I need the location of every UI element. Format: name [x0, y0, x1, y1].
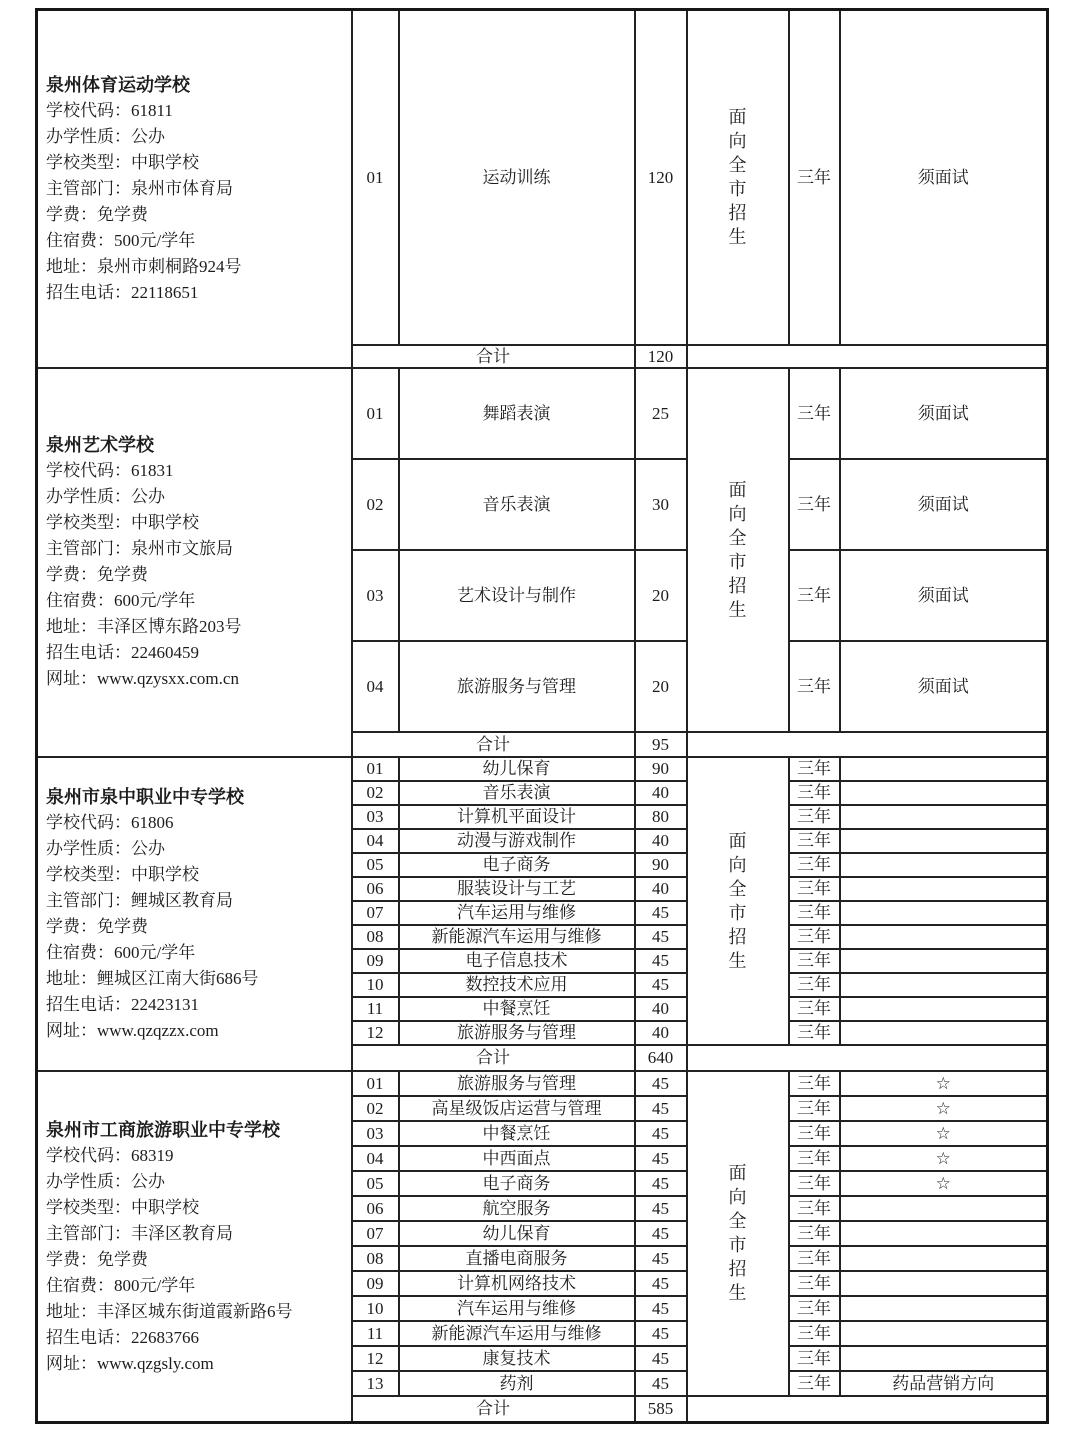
program-name: 数控技术应用 [399, 973, 635, 997]
total-empty-cell [687, 1396, 1048, 1423]
school-detail-line: 网址：www.qzysxx.com.cn [46, 669, 239, 689]
program-quota: 40 [635, 997, 687, 1021]
program-quota: 120 [635, 10, 687, 345]
program-number: 03 [352, 1121, 399, 1146]
program-quota: 45 [635, 1096, 687, 1121]
school-info-cell [37, 757, 352, 1071]
program-duration: 三年 [789, 368, 840, 459]
program-duration: 三年 [789, 1321, 840, 1346]
enrollment-scope-cell [687, 368, 789, 732]
program-remark [840, 1221, 1048, 1246]
school-detail-line: 主管部门：丰泽区教育局 [46, 1223, 233, 1243]
program-remark: ☆ [840, 1096, 1048, 1121]
total-empty-cell [687, 345, 1048, 368]
program-remark: 须面试 [840, 10, 1048, 345]
program-remark: ☆ [840, 1121, 1048, 1146]
program-duration: 三年 [789, 1271, 840, 1296]
program-quota: 90 [635, 757, 687, 781]
program-quota: 30 [635, 459, 687, 550]
school-name: 泉州艺术学校 [46, 435, 154, 456]
program-duration: 三年 [789, 1096, 840, 1121]
enrollment-scope-text: 面 向 全 市 招 生 [728, 830, 747, 971]
program-row [37, 10, 1048, 345]
program-number: 01 [352, 368, 399, 459]
enrollment-scope-cell [687, 1071, 789, 1396]
program-quota: 40 [635, 829, 687, 853]
program-name: 计算机平面设计 [399, 805, 635, 829]
program-number: 01 [352, 1071, 399, 1096]
program-row [37, 1071, 1048, 1096]
school-detail-line: 办学性质：公办 [46, 1171, 165, 1191]
program-duration: 三年 [789, 949, 840, 973]
program-remark [840, 997, 1048, 1021]
school-detail-line: 招生电话：22460459 [46, 643, 199, 663]
program-remark: 须面试 [840, 550, 1048, 641]
total-empty-cell [687, 1045, 1048, 1071]
program-number: 06 [352, 877, 399, 901]
school-detail-line: 学校类型：中职学校 [46, 513, 199, 533]
program-remark [840, 1321, 1048, 1346]
school-info [46, 1117, 345, 1377]
program-name: 动漫与游戏制作 [399, 829, 635, 853]
school-detail-line: 地址：泉州市刺桐路924号 [46, 256, 242, 276]
program-duration: 三年 [789, 757, 840, 781]
program-number: 08 [352, 1246, 399, 1271]
school-info-cell [37, 10, 352, 368]
school-detail-line: 主管部门：泉州市文旅局 [46, 539, 233, 559]
program-duration: 三年 [789, 1296, 840, 1321]
program-remark: 须面试 [840, 641, 1048, 732]
school-info-cell [37, 368, 352, 757]
program-quota: 45 [635, 1071, 687, 1096]
program-quota: 45 [635, 1221, 687, 1246]
program-quota: 45 [635, 973, 687, 997]
program-name: 音乐表演 [399, 459, 635, 550]
program-remark [840, 1196, 1048, 1221]
program-quota: 45 [635, 1196, 687, 1221]
program-duration: 三年 [789, 459, 840, 550]
program-name: 电子商务 [399, 853, 635, 877]
program-quota: 40 [635, 877, 687, 901]
program-remark [840, 829, 1048, 853]
program-duration: 三年 [789, 901, 840, 925]
school-detail-line: 学费：免学费 [46, 916, 148, 936]
program-quota: 45 [635, 1146, 687, 1171]
program-quota: 80 [635, 805, 687, 829]
program-duration: 三年 [789, 1171, 840, 1196]
program-number: 04 [352, 641, 399, 732]
program-number: 03 [352, 805, 399, 829]
program-name: 药剂 [399, 1371, 635, 1396]
program-quota: 40 [635, 781, 687, 805]
program-duration: 三年 [789, 1246, 840, 1271]
program-number: 07 [352, 1221, 399, 1246]
program-quota: 90 [635, 853, 687, 877]
program-duration: 三年 [789, 877, 840, 901]
program-duration: 三年 [789, 853, 840, 877]
program-name: 中餐烹饪 [399, 1121, 635, 1146]
school-detail-line: 地址：丰泽区城东街道霞新路6号 [46, 1301, 293, 1321]
program-duration: 三年 [789, 1196, 840, 1221]
program-name: 电子商务 [399, 1171, 635, 1196]
school-detail-line: 学校代码：61831 [46, 461, 174, 481]
program-duration: 三年 [789, 1146, 840, 1171]
school-detail-line: 主管部门：鲤城区教育局 [46, 890, 233, 910]
school-detail-line: 学校类型：中职学校 [46, 1197, 199, 1217]
program-number: 02 [352, 1096, 399, 1121]
total-count: 120 [635, 345, 687, 368]
program-remark [840, 1296, 1048, 1321]
program-number: 04 [352, 829, 399, 853]
enrollment-table [35, 8, 1049, 1424]
school-name: 泉州体育运动学校 [46, 74, 190, 95]
enrollment-scope-cell [687, 10, 789, 345]
school-detail-line: 学校代码：61806 [46, 812, 174, 832]
school-info [46, 72, 345, 306]
program-name: 电子信息技术 [399, 949, 635, 973]
program-name: 新能源汽车运用与维修 [399, 1321, 635, 1346]
program-number: 01 [352, 10, 399, 345]
program-number: 13 [352, 1371, 399, 1396]
school-detail-line: 主管部门：泉州市体育局 [46, 178, 233, 198]
program-number: 12 [352, 1346, 399, 1371]
program-number: 05 [352, 853, 399, 877]
program-quota: 45 [635, 1371, 687, 1396]
program-duration: 三年 [789, 1221, 840, 1246]
program-quota: 45 [635, 949, 687, 973]
total-count: 640 [635, 1045, 687, 1071]
program-name: 服装设计与工艺 [399, 877, 635, 901]
program-remark [840, 853, 1048, 877]
program-remark [840, 877, 1048, 901]
school-name: 泉州市工商旅游职业中专学校 [46, 1119, 280, 1140]
program-name: 旅游服务与管理 [399, 1021, 635, 1045]
program-name: 中餐烹饪 [399, 997, 635, 1021]
program-duration: 三年 [789, 10, 840, 345]
program-row [37, 757, 1048, 781]
school-detail-line: 学费：免学费 [46, 204, 148, 224]
program-number: 02 [352, 781, 399, 805]
total-label: 合计 [352, 1045, 635, 1071]
school-detail-line: 住宿费：800元/学年 [46, 1275, 196, 1295]
program-remark: ☆ [840, 1146, 1048, 1171]
program-remark: ☆ [840, 1171, 1048, 1196]
school-detail-line: 学校类型：中职学校 [46, 152, 199, 172]
program-remark: 须面试 [840, 459, 1048, 550]
program-name: 艺术设计与制作 [399, 550, 635, 641]
school-detail-line: 地址：丰泽区博东路203号 [46, 617, 242, 637]
enrollment-scope-text: 面 向 全 市 招 生 [728, 479, 747, 620]
program-name: 幼儿保育 [399, 757, 635, 781]
program-quota: 45 [635, 1346, 687, 1371]
program-name: 中西面点 [399, 1146, 635, 1171]
total-label: 合计 [352, 732, 635, 757]
program-number: 07 [352, 901, 399, 925]
program-quota: 45 [635, 1246, 687, 1271]
program-quota: 45 [635, 1271, 687, 1296]
program-name: 旅游服务与管理 [399, 1071, 635, 1096]
program-remark: ☆ [840, 1071, 1048, 1096]
program-quota: 20 [635, 641, 687, 732]
program-name: 直播电商服务 [399, 1246, 635, 1271]
program-remark [840, 949, 1048, 973]
program-duration: 三年 [789, 925, 840, 949]
program-quota: 45 [635, 1121, 687, 1146]
school-detail-line: 网址：www.qzgsly.com [46, 1353, 214, 1373]
program-duration: 三年 [789, 1021, 840, 1045]
enrollment-scope-text: 面 向 全 市 招 生 [728, 1163, 747, 1304]
program-row [37, 368, 1048, 459]
program-name: 航空服务 [399, 1196, 635, 1221]
school-detail-line: 网址：www.qzqzzx.com [46, 1020, 219, 1040]
school-detail-line: 办学性质：公办 [46, 126, 165, 146]
program-name: 旅游服务与管理 [399, 641, 635, 732]
school-detail-line: 学校类型：中职学校 [46, 864, 199, 884]
school-detail-line: 办学性质：公办 [46, 838, 165, 858]
program-number: 11 [352, 1321, 399, 1346]
program-number: 01 [352, 757, 399, 781]
school-detail-line: 学校代码：68319 [46, 1145, 174, 1165]
school-detail-line: 住宿费：500元/学年 [46, 230, 196, 250]
program-quota: 45 [635, 901, 687, 925]
program-remark [840, 901, 1048, 925]
program-number: 10 [352, 1296, 399, 1321]
program-name: 计算机网络技术 [399, 1271, 635, 1296]
program-remark [840, 1346, 1048, 1371]
program-number: 11 [352, 997, 399, 1021]
total-label: 合计 [352, 345, 635, 368]
program-name: 汽车运用与维修 [399, 1296, 635, 1321]
total-label: 合计 [352, 1396, 635, 1423]
program-name: 高星级饭店运营与管理 [399, 1096, 635, 1121]
program-duration: 三年 [789, 805, 840, 829]
school-detail-line: 住宿费：600元/学年 [46, 591, 196, 611]
program-name: 新能源汽车运用与维修 [399, 925, 635, 949]
total-empty-cell [687, 732, 1048, 757]
program-duration: 三年 [789, 997, 840, 1021]
program-quota: 25 [635, 368, 687, 459]
program-duration: 三年 [789, 1071, 840, 1096]
program-number: 04 [352, 1146, 399, 1171]
program-remark: 药品营销方向 [840, 1371, 1048, 1396]
program-number: 09 [352, 1271, 399, 1296]
program-remark [840, 1246, 1048, 1271]
school-info-cell [37, 1071, 352, 1423]
program-number: 06 [352, 1196, 399, 1221]
school-name: 泉州市泉中职业中专学校 [46, 786, 244, 807]
program-remark [840, 973, 1048, 997]
program-number: 08 [352, 925, 399, 949]
program-number: 03 [352, 550, 399, 641]
school-info [46, 784, 345, 1044]
school-detail-line: 住宿费：600元/学年 [46, 942, 196, 962]
program-duration: 三年 [789, 1346, 840, 1371]
program-quota: 45 [635, 1296, 687, 1321]
program-remark [840, 1271, 1048, 1296]
program-quota: 20 [635, 550, 687, 641]
school-detail-line: 学费：免学费 [46, 565, 148, 585]
program-name: 康复技术 [399, 1346, 635, 1371]
program-remark [840, 805, 1048, 829]
program-duration: 三年 [789, 829, 840, 853]
program-duration: 三年 [789, 1121, 840, 1146]
program-number: 12 [352, 1021, 399, 1045]
total-count: 95 [635, 732, 687, 757]
school-detail-line: 学校代码：61811 [46, 100, 173, 120]
school-detail-line: 学费：免学费 [46, 1249, 148, 1269]
program-name: 幼儿保育 [399, 1221, 635, 1246]
program-quota: 45 [635, 1171, 687, 1196]
program-quota: 45 [635, 1321, 687, 1346]
program-duration: 三年 [789, 1371, 840, 1396]
school-info [46, 432, 345, 692]
program-remark [840, 1021, 1048, 1045]
program-number: 09 [352, 949, 399, 973]
school-detail-line: 地址：鲤城区江南大街686号 [46, 968, 259, 988]
program-name: 音乐表演 [399, 781, 635, 805]
enrollment-scope-cell [687, 757, 789, 1045]
program-name: 运动训练 [399, 10, 635, 345]
program-number: 05 [352, 1171, 399, 1196]
program-quota: 45 [635, 925, 687, 949]
program-remark [840, 757, 1048, 781]
program-duration: 三年 [789, 973, 840, 997]
program-number: 02 [352, 459, 399, 550]
program-duration: 三年 [789, 781, 840, 805]
program-duration: 三年 [789, 641, 840, 732]
enrollment-scope-text: 面 向 全 市 招 生 [728, 107, 747, 248]
school-detail-line: 招生电话：22423131 [46, 994, 199, 1014]
program-duration: 三年 [789, 550, 840, 641]
school-detail-line: 招生电话：22683766 [46, 1327, 199, 1347]
school-detail-line: 办学性质：公办 [46, 487, 165, 507]
program-name: 汽车运用与维修 [399, 901, 635, 925]
program-quota: 40 [635, 1021, 687, 1045]
program-remark: 须面试 [840, 368, 1048, 459]
program-number: 10 [352, 973, 399, 997]
school-detail-line: 招生电话：22118651 [46, 282, 199, 302]
total-count: 585 [635, 1396, 687, 1423]
program-remark [840, 925, 1048, 949]
program-remark [840, 781, 1048, 805]
program-name: 舞蹈表演 [399, 368, 635, 459]
